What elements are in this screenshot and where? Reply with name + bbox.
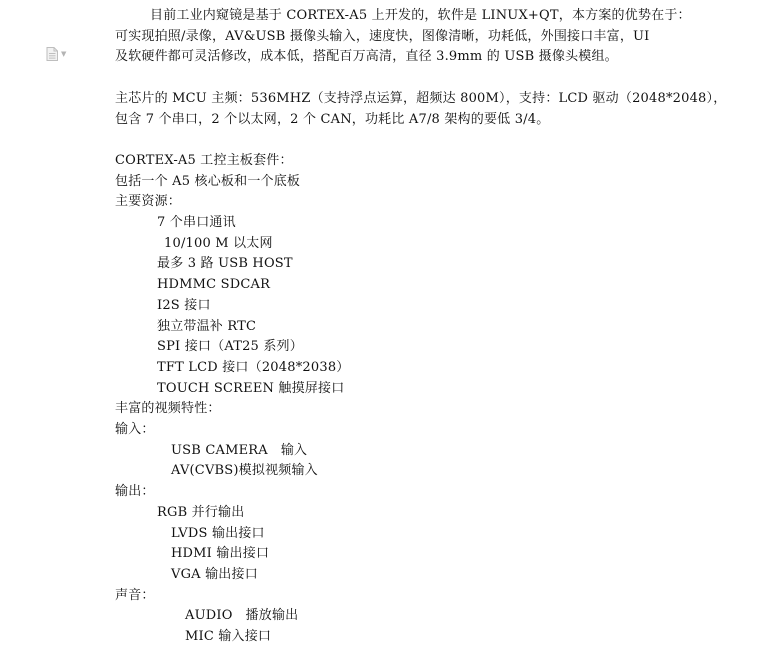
video-title: 丰富的视频特性： bbox=[115, 401, 221, 417]
resource-item: 最多 3 路 USB HOST bbox=[157, 256, 293, 272]
document-body bbox=[115, 6, 755, 648]
kit-description: 包括一个 A5 核心板和一个底板 bbox=[115, 173, 301, 189]
resource-item: HDMMC SDCAR bbox=[157, 277, 271, 293]
audio-label: 声音： bbox=[115, 587, 155, 603]
chip-line: 主芯片的 MCU 主频：536MHZ（支持浮点运算，超频达 800M），支持：LCD 驱动（2048*2048）， bbox=[115, 90, 727, 106]
audio-item: MIC 输入接口 bbox=[185, 629, 272, 645]
resource-item: TOUCH SCREEN 触摸屏接口 bbox=[157, 380, 345, 396]
resource-item: SPI 接口（AT25 系列） bbox=[157, 339, 303, 355]
output-item: VGA 输出接口 bbox=[171, 566, 258, 582]
chip-line: 包含 7 个串口，2 个以太网，2 个 CAN，功耗比 A7/8 架构的要低 3/4。 bbox=[115, 111, 550, 127]
input-item: AV(CVBS)模拟视频输入 bbox=[171, 463, 318, 479]
intro-line: 目前工业内窥镜是基于 CORTEX-A5 上开发的，软件是 LINUX+QT，本方案的优势在于： bbox=[150, 8, 691, 23]
output-main: RGB 并行输出 bbox=[157, 504, 245, 520]
output-item: HDMI 输出接口 bbox=[171, 546, 270, 562]
input-item: USB CAMERA 输入 bbox=[171, 442, 308, 458]
resource-item: 独立带温补 RTC bbox=[157, 318, 257, 334]
resource-item: 7 个串口通讯 bbox=[157, 215, 236, 230]
document-icon[interactable] bbox=[46, 47, 66, 61]
page-icon bbox=[46, 47, 58, 61]
resource-item: TFT LCD 接口（2048*2038） bbox=[157, 359, 350, 375]
kit-title: CORTEX-A5 工控主板套件： bbox=[115, 152, 293, 168]
resource-item: 10/100 M 以太网 bbox=[164, 235, 273, 251]
blank-line bbox=[115, 130, 755, 151]
input-label: 输入： bbox=[115, 422, 155, 438]
output-label: 输出： bbox=[115, 484, 155, 500]
resources-label: 主要资源： bbox=[115, 194, 182, 210]
blank-line bbox=[115, 68, 755, 89]
intro-line: 及软硬件都可灵活修改，成本低，搭配百万高清，直径 3.9mm 的 USB 摄像头模组。 bbox=[115, 49, 618, 65]
audio-item: AUDIO 播放输出 bbox=[185, 608, 299, 624]
resource-item: I2S 接口 bbox=[157, 297, 211, 313]
output-item: LVDS 输出接口 bbox=[171, 525, 265, 541]
chevron-down-icon: ▼ bbox=[61, 50, 67, 58]
intro-line: 可实现拍照/录像，AV&USB 摄像头输入，速度快，图像清晰，功耗低，外围接口丰富，UI bbox=[115, 28, 650, 44]
